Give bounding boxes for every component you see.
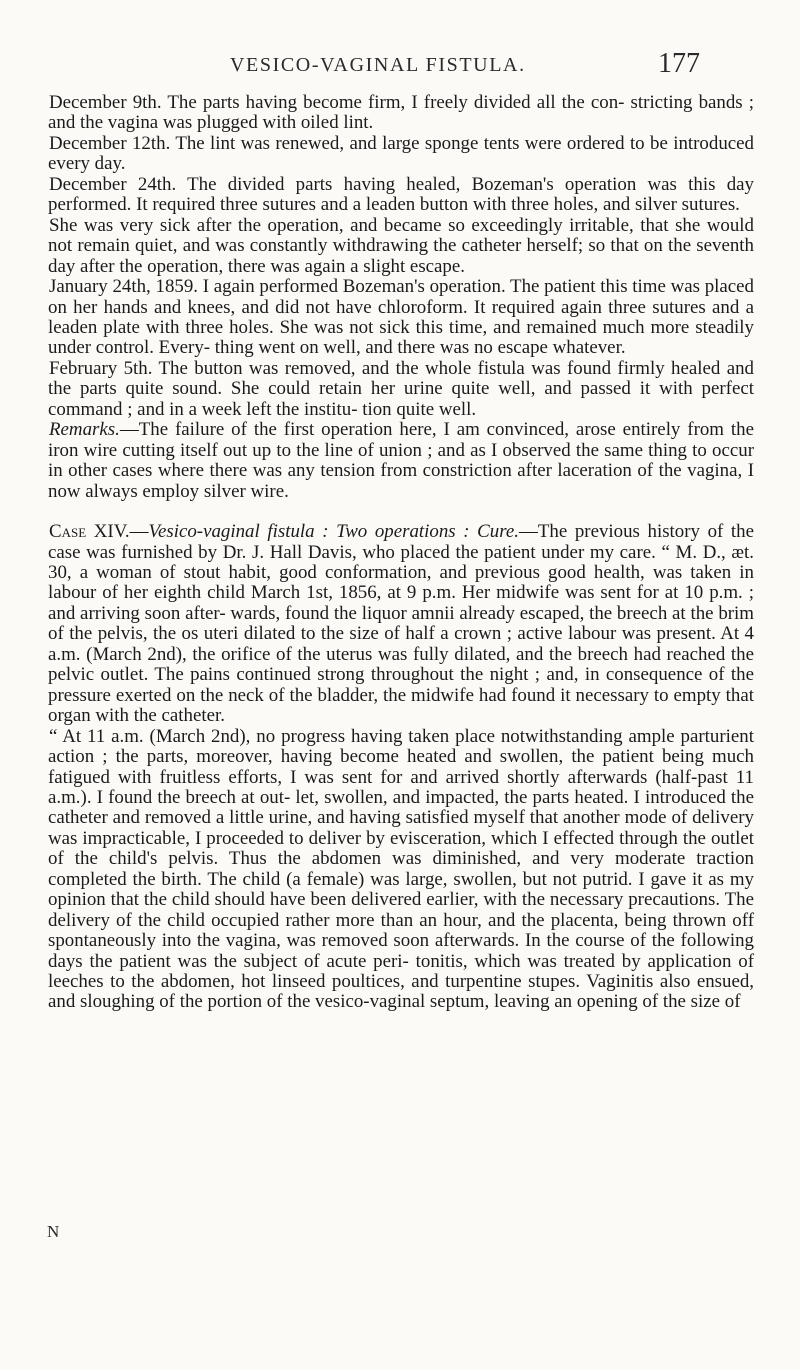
remarks-label: Remarks. [49, 419, 120, 441]
case-dash: — [129, 521, 149, 543]
running-head [230, 48, 700, 84]
paragraph-feb-5: February 5th. The button was removed, and the whole fistula was found firmly healed and the parts quite sound. She could retain her urine quite well, and passed it with perfect command ; and in a week left the institu- tion quite well. [48, 357, 754, 420]
paragraph-dec-12: December 12th. The lint was renewed, and large sponge tents were ordered to be introduced every day. [48, 132, 754, 175]
body-text [48, 93, 754, 1013]
paragraph-case-heading [48, 522, 754, 727]
case-title: Vesico-vaginal fistula : Two operations : Cure. [148, 521, 519, 543]
paragraph-dec-24: December 24th. The divided parts having healed, Bozeman's operation was this day performed. It required three sutures and a leaden button with three holes, and silver sutures. [48, 173, 754, 216]
paragraph-case-continuation: “ At 11 a.m. (March 2nd), no progress having taken place notwithstanding ample parturient action ; the parts, moreover, having become heated and swollen, the patient being much fatigued with fruitless efforts, I was sent for and arrived shortly afterwards (half-past 11 a.m.). I found the breech at out- let, swollen, and impacted, the parts heated. I introduced the catheter and removed a little urine, and having satisfied myself that another mode of delivery was impracticable, I proceeded to deliver by evisceration, which I effected through the outlet of the child's pelvis. Thus the abdomen was diminished, and very moderate traction completed the birth. The child (a female) was large, swollen, but not putrid. I gave it as my opinion that the child should have been delivered earlier, with the necessary precautions. The delivery of the child occupied rather more than an hour, and the placenta, being thrown off spontaneously into the vagina, was removed soon afterwards. In the course of the following days the patient was the subject of acute peri- tonitis, which was treated by application of leeches to the abdomen, hot linseed poultices, and turpentine stupes. Vaginitis also ensued, and sloughing of the portion of the vesico-vaginal septum, leaving an opening of the size of [48, 725, 754, 1013]
paragraph-jan-24: January 24th, 1859. I again performed Bozeman's operation. The patient this time was placed on her hands and knees, and did not have chloroform. It required again three sutures and a leaden plate with three holes. She was not sick this time, and remained much more steadily under control. Every- thing went on well, and there was no escape whatever. [48, 276, 754, 359]
remarks-text: —The failure of the first operation here, I am convinced, arose entirely from the iron wire cutting itself out up to the line of union ; and as I observed the same thing to occur in other cases where there was any tension from constriction after laceration of the vagina, I now always employ silver wire. [48, 419, 754, 502]
running-head-title: VESICO-VAGINAL FISTULA. [230, 54, 526, 76]
case-intro-text: —The previous history of the case was furnished by Dr. J. Hall Davis, who placed the patient under my care. “ M. D., æt. 30, a woman of stout habit, good conformation, and previous good health, was taken in labour of her eighth child March 1st, 1856, at 9 p.m. Her midwife was sent for at 10 p.m. ; and arriving soon after- wards, found the liquor amnii already escaped, the breech at the brim of the pelvis, the os uteri dilated to the size of half a crown ; active labour was present. At 4 a.m. (March 2nd), the orifice of the uterus was fully dilated, and the breech had reached the pelvic outlet. The pains continued strong throughout the night ; and, in consequence of the pressure exerted on the neck of the bladder, the midwife had found it necessary to empty that organ with the catheter. [48, 521, 754, 727]
case-label: Case XIV. [49, 521, 130, 543]
paragraph-dec-9: December 9th. The parts having become firm, I freely divided all the con- stricting bands ; and the vagina was plugged with oiled lint. [48, 92, 754, 134]
page-number: 177 [658, 48, 700, 79]
paragraph-remarks [48, 420, 754, 502]
signature-mark: N [47, 1222, 60, 1241]
section-gap [48, 502, 754, 522]
paragraph-sick-after-operation: She was very sick after the operation, and became so exceedingly irritable, that she would not remain quiet, and was constantly withdrawing the catheter herself; so that on the seventh day after the operation, there was again a slight escape. [48, 214, 754, 277]
